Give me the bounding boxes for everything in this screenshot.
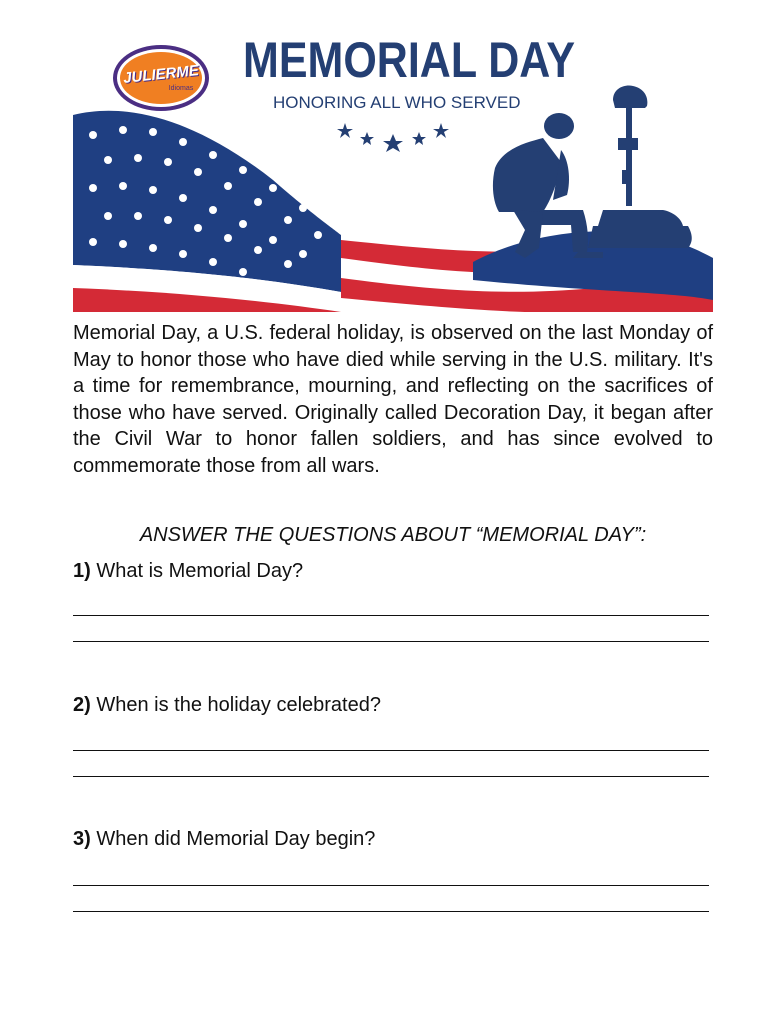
question-number: 3): [73, 828, 91, 850]
question-text: When is the holiday celebrated?: [96, 694, 381, 716]
banner-subtitle: HONORING ALL WHO SERVED: [273, 93, 521, 112]
battlefield-cross-icon: [588, 86, 692, 248]
answer-line[interactable]: [73, 641, 709, 642]
soldier-silhouette-icon: [493, 113, 603, 258]
intro-paragraph: Memorial Day, a U.S. federal holiday, is observed on the last Monday of May to honor those who have died while serving in the U.S. military. It's a time for remembrance, mourning, and reflecting on the sacrifices of those who have served. Originally called Decoration Day, it began after the Civil War to honor fallen soldiers, and has since evolved to commemorate those from all wars.: [73, 322, 713, 477]
answer-line[interactable]: [73, 885, 709, 886]
logo-subtext: Idiomas: [168, 85, 194, 92]
answer-line[interactable]: [73, 776, 709, 777]
banner-title: MEMORIAL DAY: [243, 32, 576, 88]
question-1: [73, 560, 713, 583]
question-2: [73, 694, 713, 717]
question-3: [73, 828, 713, 851]
brand-logo: [111, 42, 211, 114]
header-banner: [73, 30, 713, 312]
question-text: When did Memorial Day begin?: [96, 828, 376, 850]
answer-line[interactable]: [73, 911, 709, 912]
decorative-stars-icon: [337, 123, 449, 152]
answer-line[interactable]: [73, 750, 709, 751]
question-number: 2): [73, 694, 91, 716]
question-number: 1): [73, 560, 91, 582]
instructions-heading: ANSWER THE QUESTIONS ABOUT “MEMORIAL DAY”:: [139, 524, 647, 546]
question-text: What is Memorial Day?: [96, 560, 304, 582]
answer-line[interactable]: [73, 615, 709, 616]
logo-text: JULIERME: [122, 62, 200, 87]
